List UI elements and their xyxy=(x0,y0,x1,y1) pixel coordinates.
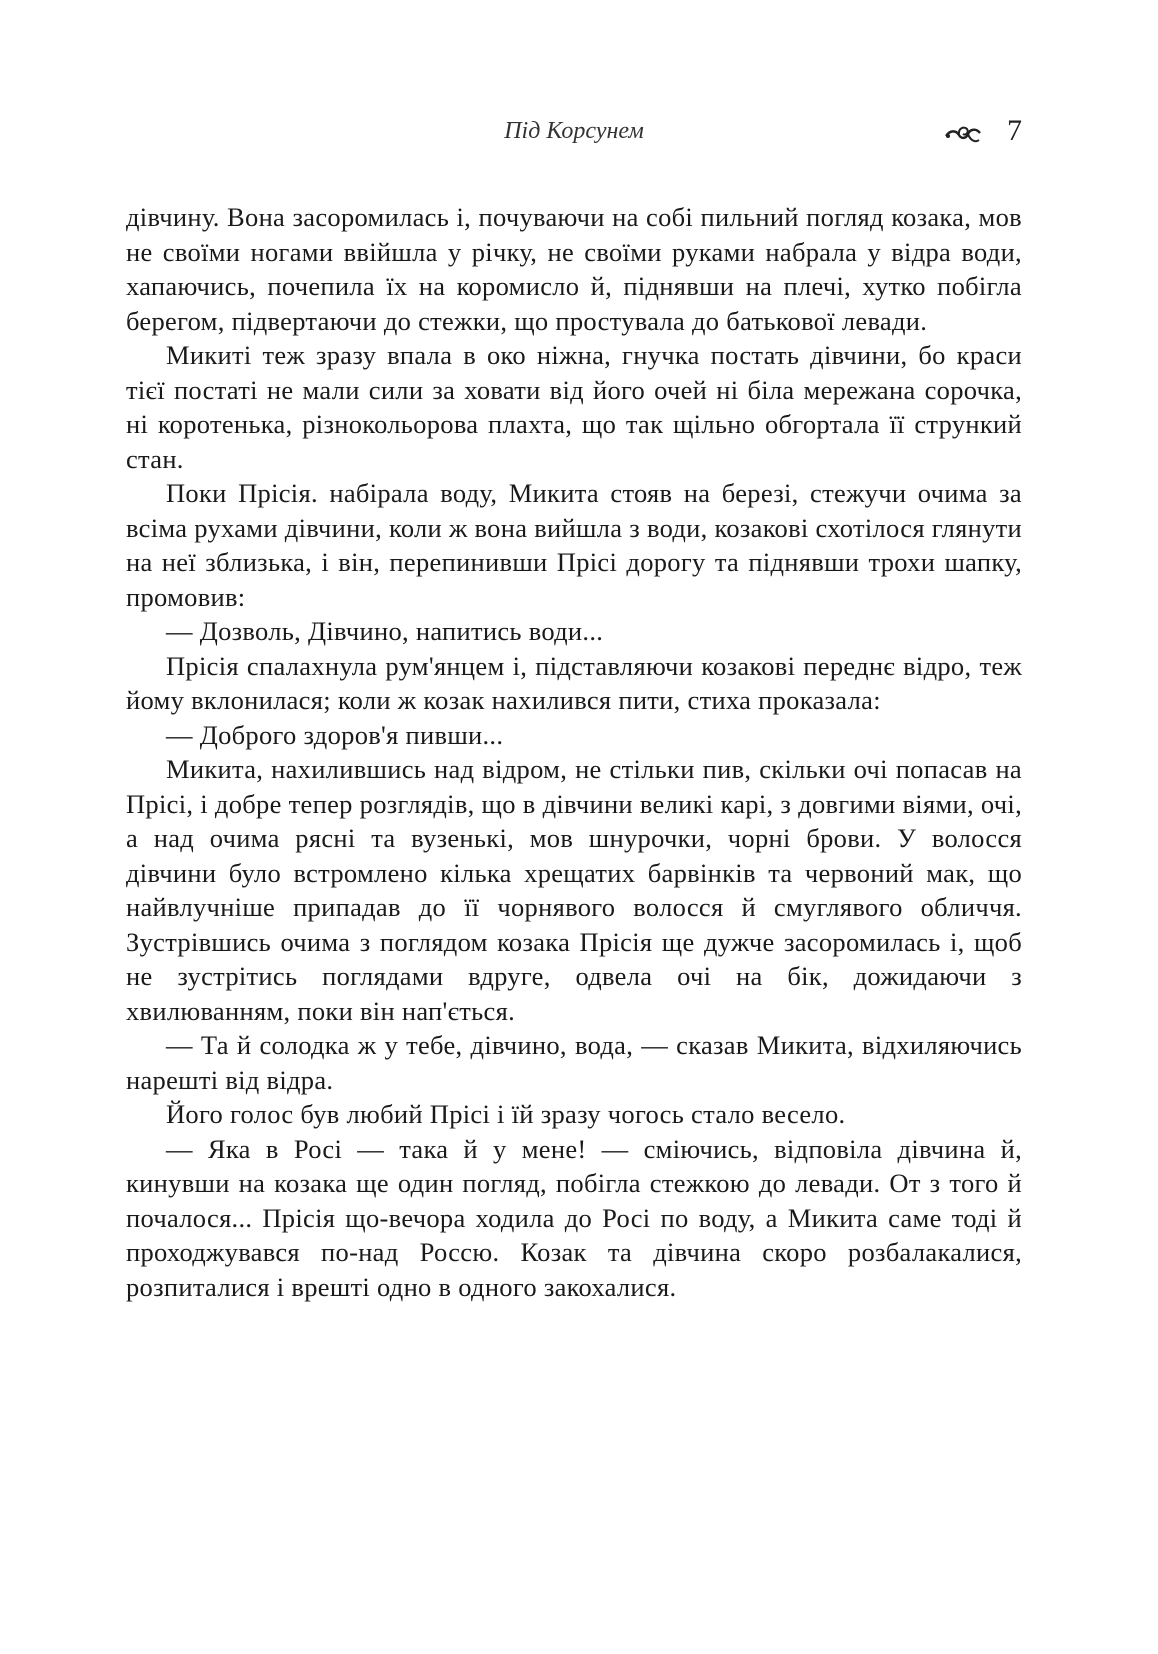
paragraph: — Та й солодка ж у тебе, дівчино, вода, — сказав Микита, відхиляючись нарешті від відра. xyxy=(126,1030,1022,1095)
vine-ornament-icon xyxy=(944,124,982,146)
running-header xyxy=(126,114,1022,154)
body-text xyxy=(126,200,1022,1304)
paragraph: — Яка в Росі — така й у мене! — сміючись, відповіла дівчина й, кинувши на козака ще один погляд, побігла стежкою до левади. От з того й почалося... Прісія що-вечора ходила до Росі по воду, а Микита саме тоді й проходжувався по-над Россю. Козак та дівчина скоро розбалакалися, розпиталися і врешті одно в одного закохалися. xyxy=(126,1133,1022,1302)
paragraph: дівчину. Вона засоромилась і, почуваючи на собі пильний погляд козака, мов не своїми ногами ввійшла у річку, не своїми руками набрала у відра води, хапаючись, почепила їх на коромисло й, піднявши на плечі, хутко побігла берегом, підвертаючи до стежки, що простувала до батькової левади. xyxy=(126,202,1022,336)
paragraph: Микиті теж зразу впала в око ніжна, гнучка постать дівчини, бо краси тієї постаті не мали сили за ховати від його очей ні біла мережана сорочка, ні коротенька, різнокольорова плахта, що так щільно обгортала її стрункий стан. xyxy=(126,340,1022,474)
paragraph: — Дозволь, Дівчино, напитись води... xyxy=(166,616,604,646)
page-number: 7 xyxy=(1007,114,1022,147)
running-title: Під Корсунем xyxy=(504,118,644,144)
paragraph: Прісія спалахнула рум'янцем і, підставляючи козакові переднє відро, теж йому вклонилася; коли ж козак нахилився пити, стиха проказала: xyxy=(126,650,1022,715)
paragraph: Микита, нахилившись над відром, не стільки пив, скільки очі попасав на Прісі, і добре тепер розглядів, що в дівчини великі карі, з довгими віями, очі, а над очима рясні та вузенькі, мов шнурочки, чорні брови. У волосся дівчини було встромлено кілька хрещатих барвінків та червоний мак, що найвлучніше припадав до її чорнявого волосся й смуглявого обличчя. Зустрівшись очима з поглядом козака Прісія ще дужче засоромилась і, щоб не зустрітись поглядами вдруге, одвела очі на бік, дожидаючи з хвилюванням, поки він нап'ється. xyxy=(126,754,1022,1026)
paragraph: Поки Прісія. набірала воду, Микита стояв на березі, стежучи очима за всіма рухами дівчини, коли ж вона вийшла з води, козакові схотілося глянути на неї зблизька, і він, перепинивши Прісі дорогу та піднявши трохи шапку, промовив: xyxy=(126,478,1022,612)
paragraph: Його голос був любий Прісі і їй зразу чогось стало весело. xyxy=(166,1099,846,1129)
paragraph: — Доброго здоров'я пивши... xyxy=(166,719,504,750)
